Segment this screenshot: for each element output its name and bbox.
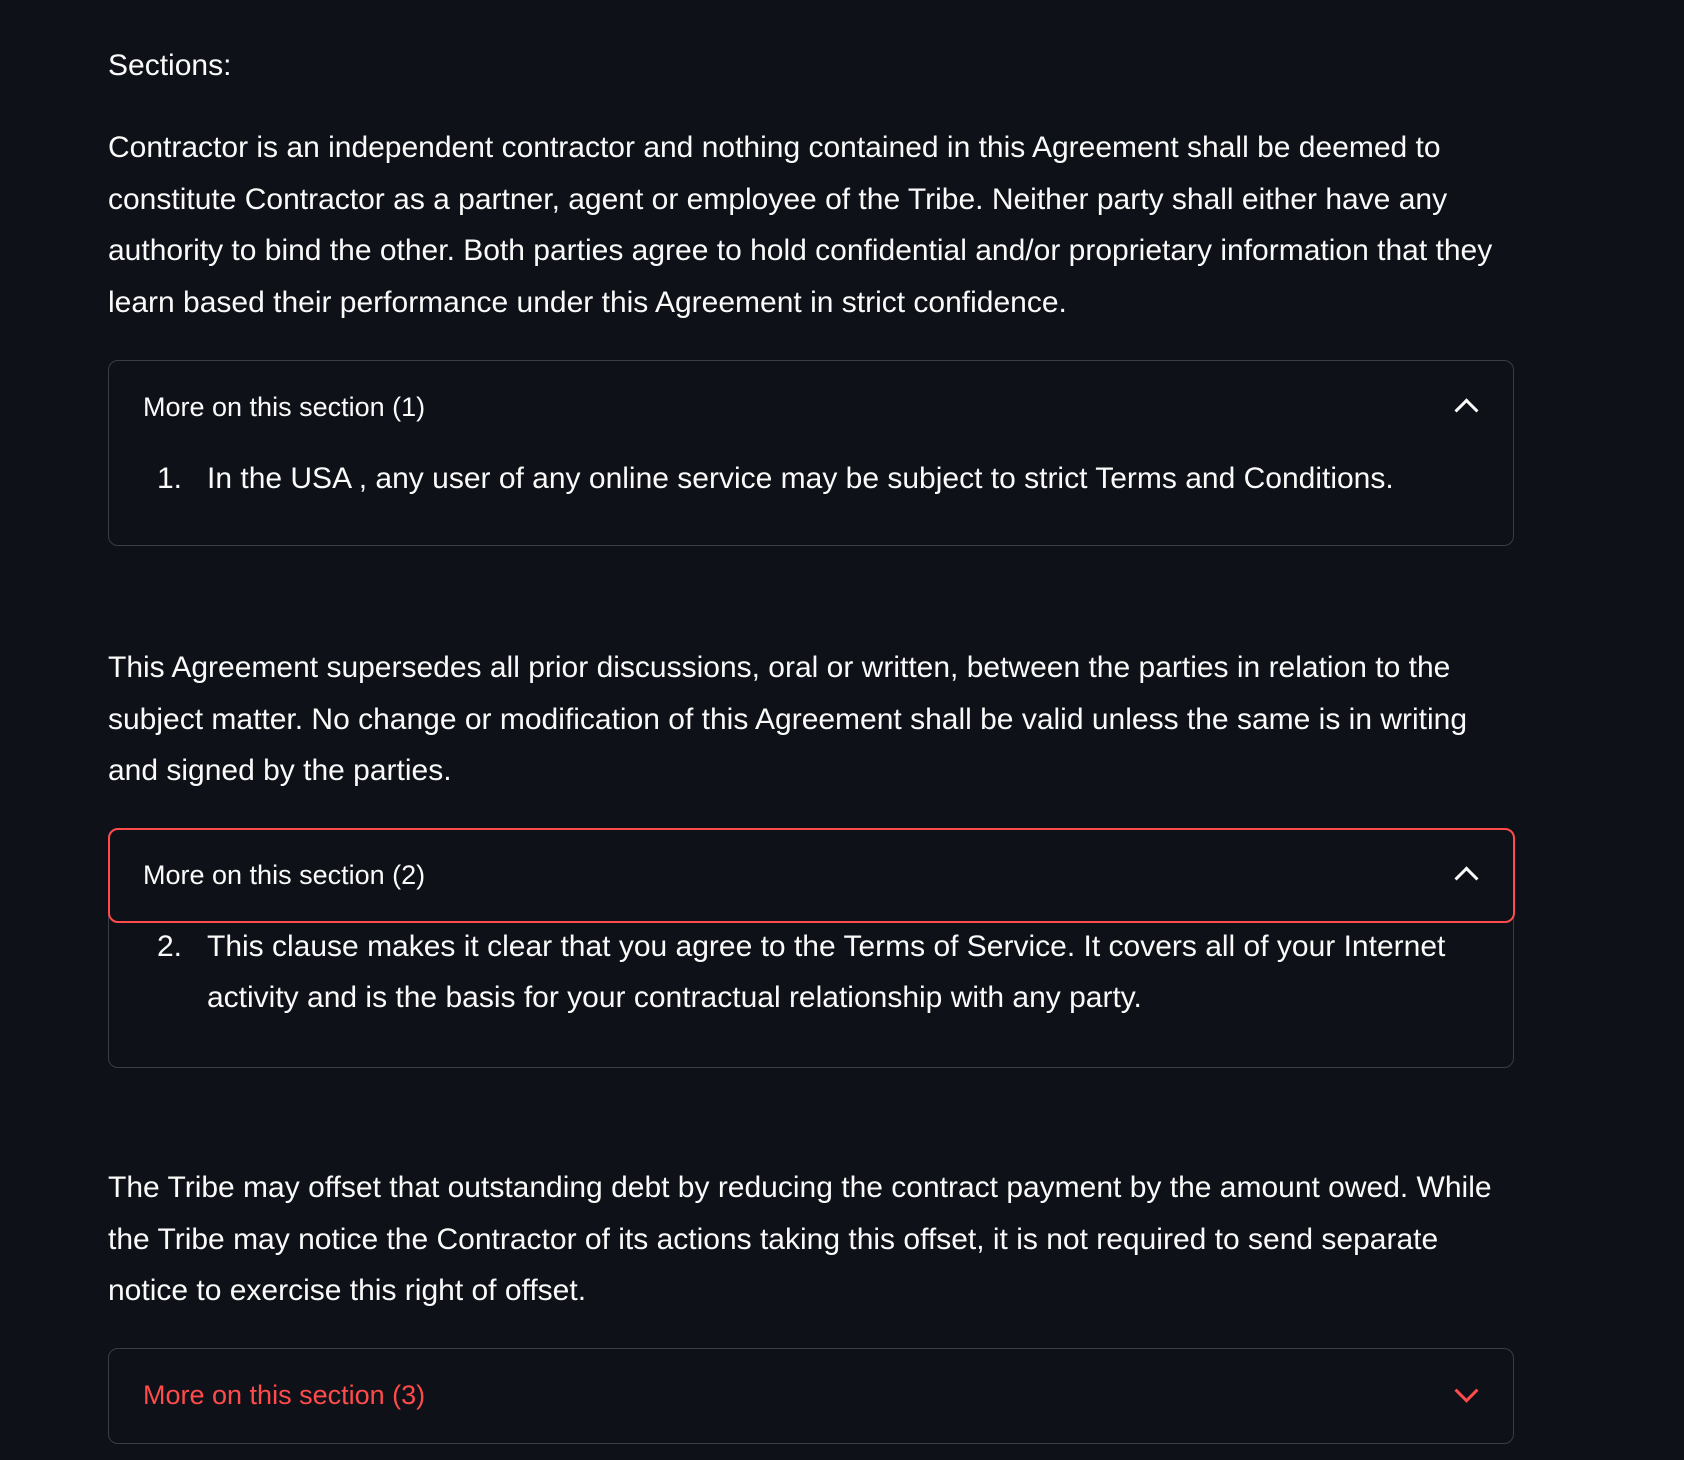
section-2-text: This Agreement supersedes all prior discussions, oral or written, between the parties in relation to the subject matter. No change or modification of this Agreement shall be valid unless the same is in writing and signed by the parties.: [108, 651, 1468, 787]
list-item-text: This clause makes it clear that you agree to the Terms of Service. It covers all of your Internet activity and is the basis for your contractual relationship with any party.: [207, 930, 1446, 1014]
expander-1-body: [109, 453, 1513, 528]
expander-1-list: [149, 453, 1473, 504]
expander-2-body: [109, 921, 1513, 1047]
expander-section-2: [108, 828, 1514, 1068]
expander-2-label: More on this section (2): [143, 859, 426, 890]
section-3-text: The Tribe may offset that outstanding debt by reducing the contract payment by the amount owed. While the Tribe may notice the Contractor of its actions taking this offset, it is not required to send separate notice to exercise this right of offset.: [108, 1171, 1492, 1307]
list-item-text: In the USA , any user of any online service may be subject to strict Terms and Conditions.: [207, 462, 1394, 495]
expander-3-label: More on this section (3): [143, 1379, 426, 1410]
list-item: [149, 921, 1473, 1023]
expander-2-header[interactable]: [108, 828, 1515, 923]
expander-section-3: [108, 1348, 1514, 1444]
expander-1-header[interactable]: [109, 361, 1513, 453]
sections-heading: Sections:: [108, 49, 232, 82]
list-item-number: 1.: [157, 462, 183, 495]
chevron-up-icon[interactable]: [1454, 866, 1478, 890]
chevron-down-icon[interactable]: [1454, 1379, 1478, 1403]
expander-2-list: [149, 921, 1473, 1023]
expander-1-label: More on this section (1): [143, 391, 426, 422]
section-1-text: Contractor is an independent contractor and nothing contained in this Agreement shall be deemed to constitute Contractor as a partner, agent or employee of the Tribe. Neither party shall either have any authority to bind the other. Both parties agree to hold confidential and/or proprietary information that they learn based their performance under this Agreement in strict confidence.: [108, 131, 1493, 319]
list-item: [149, 453, 1473, 504]
expander-3-header[interactable]: [109, 1349, 1513, 1441]
list-item-number: 2.: [157, 930, 183, 963]
chevron-up-icon[interactable]: [1454, 398, 1478, 422]
expander-section-1: [108, 360, 1514, 546]
